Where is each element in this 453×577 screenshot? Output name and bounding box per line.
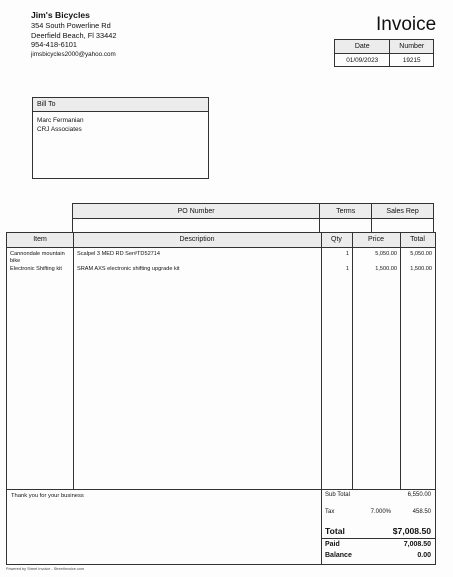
order-info-table <box>72 203 434 233</box>
company-name: Jim's Bicycles <box>31 10 90 20</box>
row-1-item: Cannondale mountain bike <box>10 251 65 264</box>
paid-label: Paid <box>325 541 340 548</box>
invoice-number: 19215 <box>390 54 434 67</box>
company-street: 354 South Powerline Rd <box>31 21 111 30</box>
po-number-value <box>73 219 320 233</box>
invoice-meta-table <box>334 39 434 67</box>
company-phone: 954-418-6101 <box>31 40 78 50</box>
price-column-header: Price <box>368 236 384 243</box>
row-2-item: Electronic Shifting kit <box>10 266 62 272</box>
tax-label: Tax <box>325 509 335 515</box>
sales-rep-header: Sales Rep <box>372 204 434 219</box>
terms-header: Terms <box>320 204 372 219</box>
item-column-header: Item <box>33 236 47 243</box>
row-1-description: Scalpel 3 MED RD Ser#TD52714 <box>77 251 161 257</box>
company-info <box>31 10 116 59</box>
qty-column-header: Qty <box>331 236 342 243</box>
bill-to-name: Marc Fermanian <box>37 117 84 124</box>
totals-section <box>6 488 436 565</box>
row-1-price: 5,050.00 <box>375 251 397 257</box>
sales-rep-value <box>372 219 434 233</box>
bill-to-header: Bill To <box>33 98 208 112</box>
balance-label: Balance <box>325 552 352 559</box>
row-2-total: 1,500.00 <box>410 266 432 272</box>
tax-value: 458.50 <box>412 509 431 515</box>
invoice-date: 01/09/2023 <box>335 54 390 67</box>
number-header: Number <box>390 40 434 54</box>
total-column-header: Total <box>410 236 425 243</box>
po-number-header: PO Number <box>73 204 320 219</box>
bill-to-box <box>32 97 209 179</box>
row-2-description: SRAM AXS electronic shifting upgrade kit <box>77 266 180 272</box>
total-label: Total <box>325 526 345 536</box>
description-column-header: Description <box>179 236 215 243</box>
line-items-table <box>6 232 436 490</box>
company-email: jimsbicycles2000@yahoo.com <box>31 50 116 58</box>
subtotal-value: 6,550.00 <box>407 492 431 498</box>
invoice-title: Invoice <box>376 14 437 35</box>
row-2-qty: 1 <box>345 266 349 272</box>
paid-value: 7,008.50 <box>403 541 431 548</box>
balance-value: 0.00 <box>417 552 431 559</box>
total-value: $7,008.50 <box>392 526 431 536</box>
date-header: Date <box>335 40 390 54</box>
company-city: Deerfield Beach, Fl 33442 <box>31 30 117 40</box>
terms-value <box>320 219 372 233</box>
tax-rate: 7.000% <box>370 509 391 515</box>
row-1-total: 5,050.00 <box>410 251 432 257</box>
thank-you-message: Thank you for your business <box>11 493 84 499</box>
subtotal-label: Sub Total <box>325 492 350 498</box>
powered-by: Powered by Street Invoice - StreetInvoice.com <box>6 567 85 571</box>
row-2-price: 1,500.00 <box>375 266 397 272</box>
bill-to-company: CRJ Associates <box>37 126 82 133</box>
row-1-qty: 1 <box>345 251 349 257</box>
